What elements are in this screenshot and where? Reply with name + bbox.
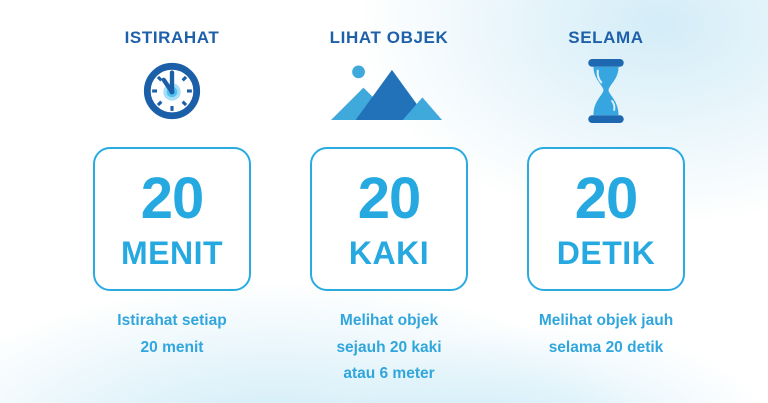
- caption: [539, 308, 673, 361]
- value-unit: KAKI: [348, 234, 430, 271]
- mountain-icon: [330, 56, 448, 126]
- column-look-object: [281, 28, 498, 388]
- column-header: SELAMA: [568, 28, 644, 47]
- value-number: 20: [357, 165, 421, 231]
- column-header: LIHAT OBJEK: [329, 28, 449, 47]
- column-duration: [498, 28, 715, 388]
- value-card: [93, 147, 251, 291]
- caption-line: Melihat objek: [339, 312, 439, 329]
- value-number: 20: [140, 165, 204, 231]
- caption-line: selama 20 detik: [548, 338, 664, 356]
- caption-line: atau 6 meter: [343, 365, 435, 383]
- caption: [117, 308, 226, 361]
- value-unit: MENIT: [120, 234, 224, 271]
- caption-line: sejauh 20 kaki: [336, 338, 442, 356]
- caption: [336, 308, 441, 388]
- hourglass-icon: [583, 56, 629, 126]
- caption-line: Istirahat setiap: [117, 312, 227, 329]
- value-unit: DETIK: [556, 234, 656, 271]
- value-card: [527, 147, 685, 291]
- value-card: [310, 147, 468, 291]
- column-header: ISTIRAHAT: [124, 28, 220, 47]
- clock-icon: [141, 56, 203, 126]
- column-rest: [64, 28, 281, 388]
- caption-line: Melihat objek jauh: [538, 312, 674, 329]
- value-number: 20: [574, 165, 638, 231]
- caption-line: 20 menit: [140, 338, 204, 356]
